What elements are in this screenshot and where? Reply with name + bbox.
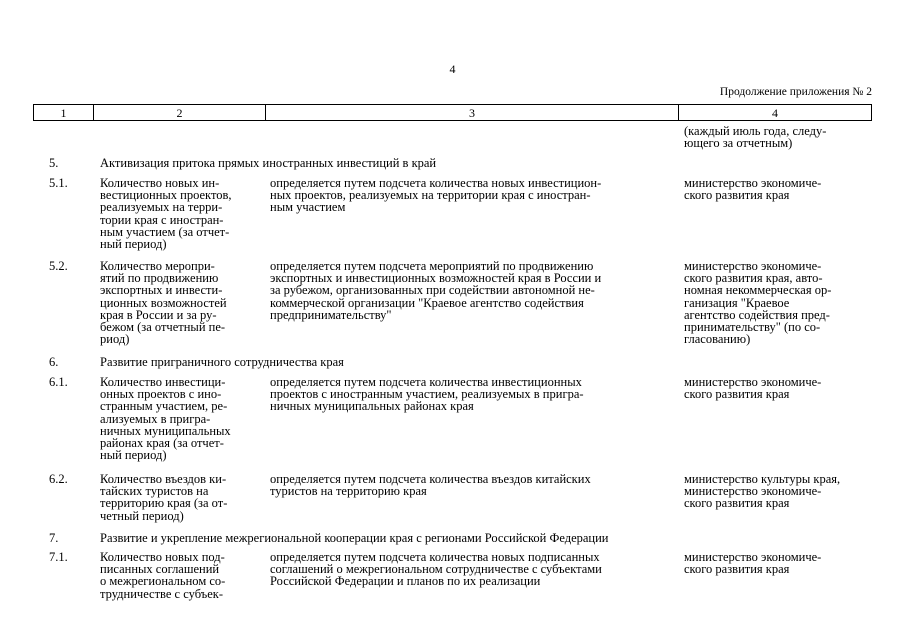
carryover-text: (каждый июль года, следу- ющего за отчетным) — [684, 124, 827, 151]
header-col-2: 2 — [94, 105, 266, 120]
indicator-name: Количество меропри- ятий по продвижению экспортных и инвести- ционных возможностей края в России и за ру- бежом (за отчетный пе- риод) — [100, 259, 227, 347]
section-title: Развитие и укрепление межрегиональной кооперации края с регионами Российской Федерации — [100, 531, 609, 545]
responsible-body: министерство культуры края, министерство экономиче- ского развития края — [684, 472, 841, 511]
calculation-method: определяется путем подсчета количества инвестиционных проектов с иностранным участием, реализуемых в пригра- ничных муниципальных районах края — [270, 375, 584, 414]
row-number: 5.2. — [49, 259, 68, 273]
responsible-body: министерство экономиче- ского развития края — [684, 550, 822, 577]
responsible-body: министерство экономиче- ского развития края, авто- номная некоммерческая ор- ганизация "Краевое агентство содействия пред- принимательству" (по со- гласованию) — [684, 259, 832, 347]
section-title: Развитие приграничного сотрудничества края — [100, 355, 344, 369]
table-header-row — [33, 104, 872, 121]
section-title: Активизация притока прямых иностранных инвестиций в край — [100, 156, 437, 170]
row-number: 6.2. — [49, 472, 68, 486]
section-number: 7. — [49, 531, 59, 545]
page-number: 4 — [449, 62, 456, 76]
header-col-3: 3 — [266, 105, 679, 120]
header-col-4: 4 — [772, 106, 778, 120]
indicator-name: Количество инвестици- онных проектов с ино- странным участием, ре- ализуемых в пригра- ничных муниципальных районах края (за отчет- ный период) — [100, 375, 231, 463]
header-col-1: 1 — [34, 105, 94, 120]
section-number: 6. — [49, 355, 59, 369]
responsible-body: министерство экономиче- ского развития края — [684, 375, 822, 402]
calculation-method: определяется путем подсчета мероприятий по продвижению экспортных и инвестиционных возможностей края в России и за рубежом, организованных при содействии автономной не- коммерческой организации "Краевое агентство содействия предпринимательству" — [270, 259, 602, 322]
calculation-method: определяется путем подсчета количества новых инвестицион- ных проектов, реализуемых на территории края с иностран- ным участием — [270, 176, 602, 215]
row-number: 7.1. — [49, 550, 68, 564]
indicator-name: Количество новых ин- вестиционных проектов, реализуемых на терри- тории края с иностран- ным участием (за отчет- ный период) — [100, 176, 232, 252]
continuation-label: Продолжение приложения № 2 — [719, 86, 872, 98]
row-number: 5.1. — [49, 176, 68, 190]
responsible-body: министерство экономиче- ского развития края — [684, 176, 822, 203]
calculation-method: определяется путем подсчета количества новых подписанных соглашений о межрегиональном сотрудничестве с субъектами Российской Федерации и планов по их реализации — [270, 550, 602, 589]
row-number: 6.1. — [49, 375, 68, 389]
indicator-name: Количество новых под- писанных соглашений о межрегиональном со- трудничестве с субъек- — [100, 550, 226, 601]
section-number: 5. — [49, 156, 59, 170]
calculation-method: определяется путем подсчета количества въездов китайских туристов на территорию края — [270, 472, 591, 499]
indicator-name: Количество въездов ки- тайских туристов на территорию края (за от- четный период) — [100, 472, 228, 523]
